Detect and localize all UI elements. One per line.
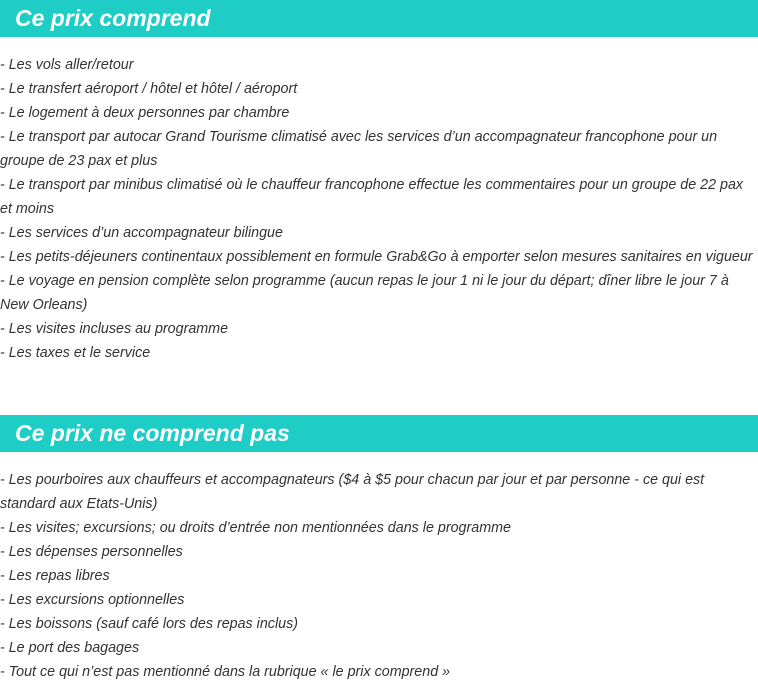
excluded-section-title: Ce prix ne comprend pas (15, 420, 290, 446)
list-item: - Le voyage en pension complète selon programme (aucun repas le jour 1 ni le jour du départ; dîner libre le jour 7 à New Orleans) (0, 273, 729, 313)
list-item: - Les boissons (sauf café lors des repas inclus) (0, 616, 298, 632)
included-list (0, 53, 758, 365)
list-item: - Le transfert aéroport / hôtel et hôtel / aéroport (0, 81, 298, 97)
list-item: - Les visites incluses au programme (0, 321, 229, 337)
list-item: - Le port des bagages (0, 640, 140, 656)
list-item: - Le transport par autocar Grand Tourisme climatisé avec les services d’un accompagnateur francophone pour un groupe de 23 pax et plus (0, 129, 718, 169)
list-item: - Le transport par minibus climatisé où le chauffeur francophone effectue les commentaires pour un groupe de 22 pax et moins (0, 177, 744, 217)
list-item: - Le logement à deux personnes par chambre (0, 105, 290, 121)
list-item: - Tout ce qui n’est pas mentionné dans la rubrique « le prix comprend » (0, 664, 451, 680)
list-item: - Les services d’un accompagnateur bilingue (0, 225, 283, 241)
excluded-section-header (0, 415, 758, 452)
list-item: - Les vols aller/retour (0, 57, 134, 73)
list-item: - Les dépenses personnelles (0, 544, 183, 560)
list-item: - Les repas libres (0, 568, 110, 584)
list-item: - Les petits-déjeuners continentaux possiblement en formule Grab&Go à emporter selon mesures sanitaires en vigueur (0, 249, 753, 265)
list-item: - Les pourboires aux chauffeurs et accompagnateurs ($4 à $5 pour chacun par jour et par personne - ce qui est standard aux Etats-Unis) (0, 472, 705, 512)
included-section-header (0, 0, 758, 37)
list-item: - Les taxes et le service (0, 345, 151, 361)
excluded-list (0, 468, 758, 684)
list-item: - Les excursions optionnelles (0, 592, 185, 608)
included-section-title: Ce prix comprend (15, 5, 211, 31)
list-item: - Les visites; excursions; ou droits d’entrée non mentionnées dans le programme (0, 520, 511, 536)
